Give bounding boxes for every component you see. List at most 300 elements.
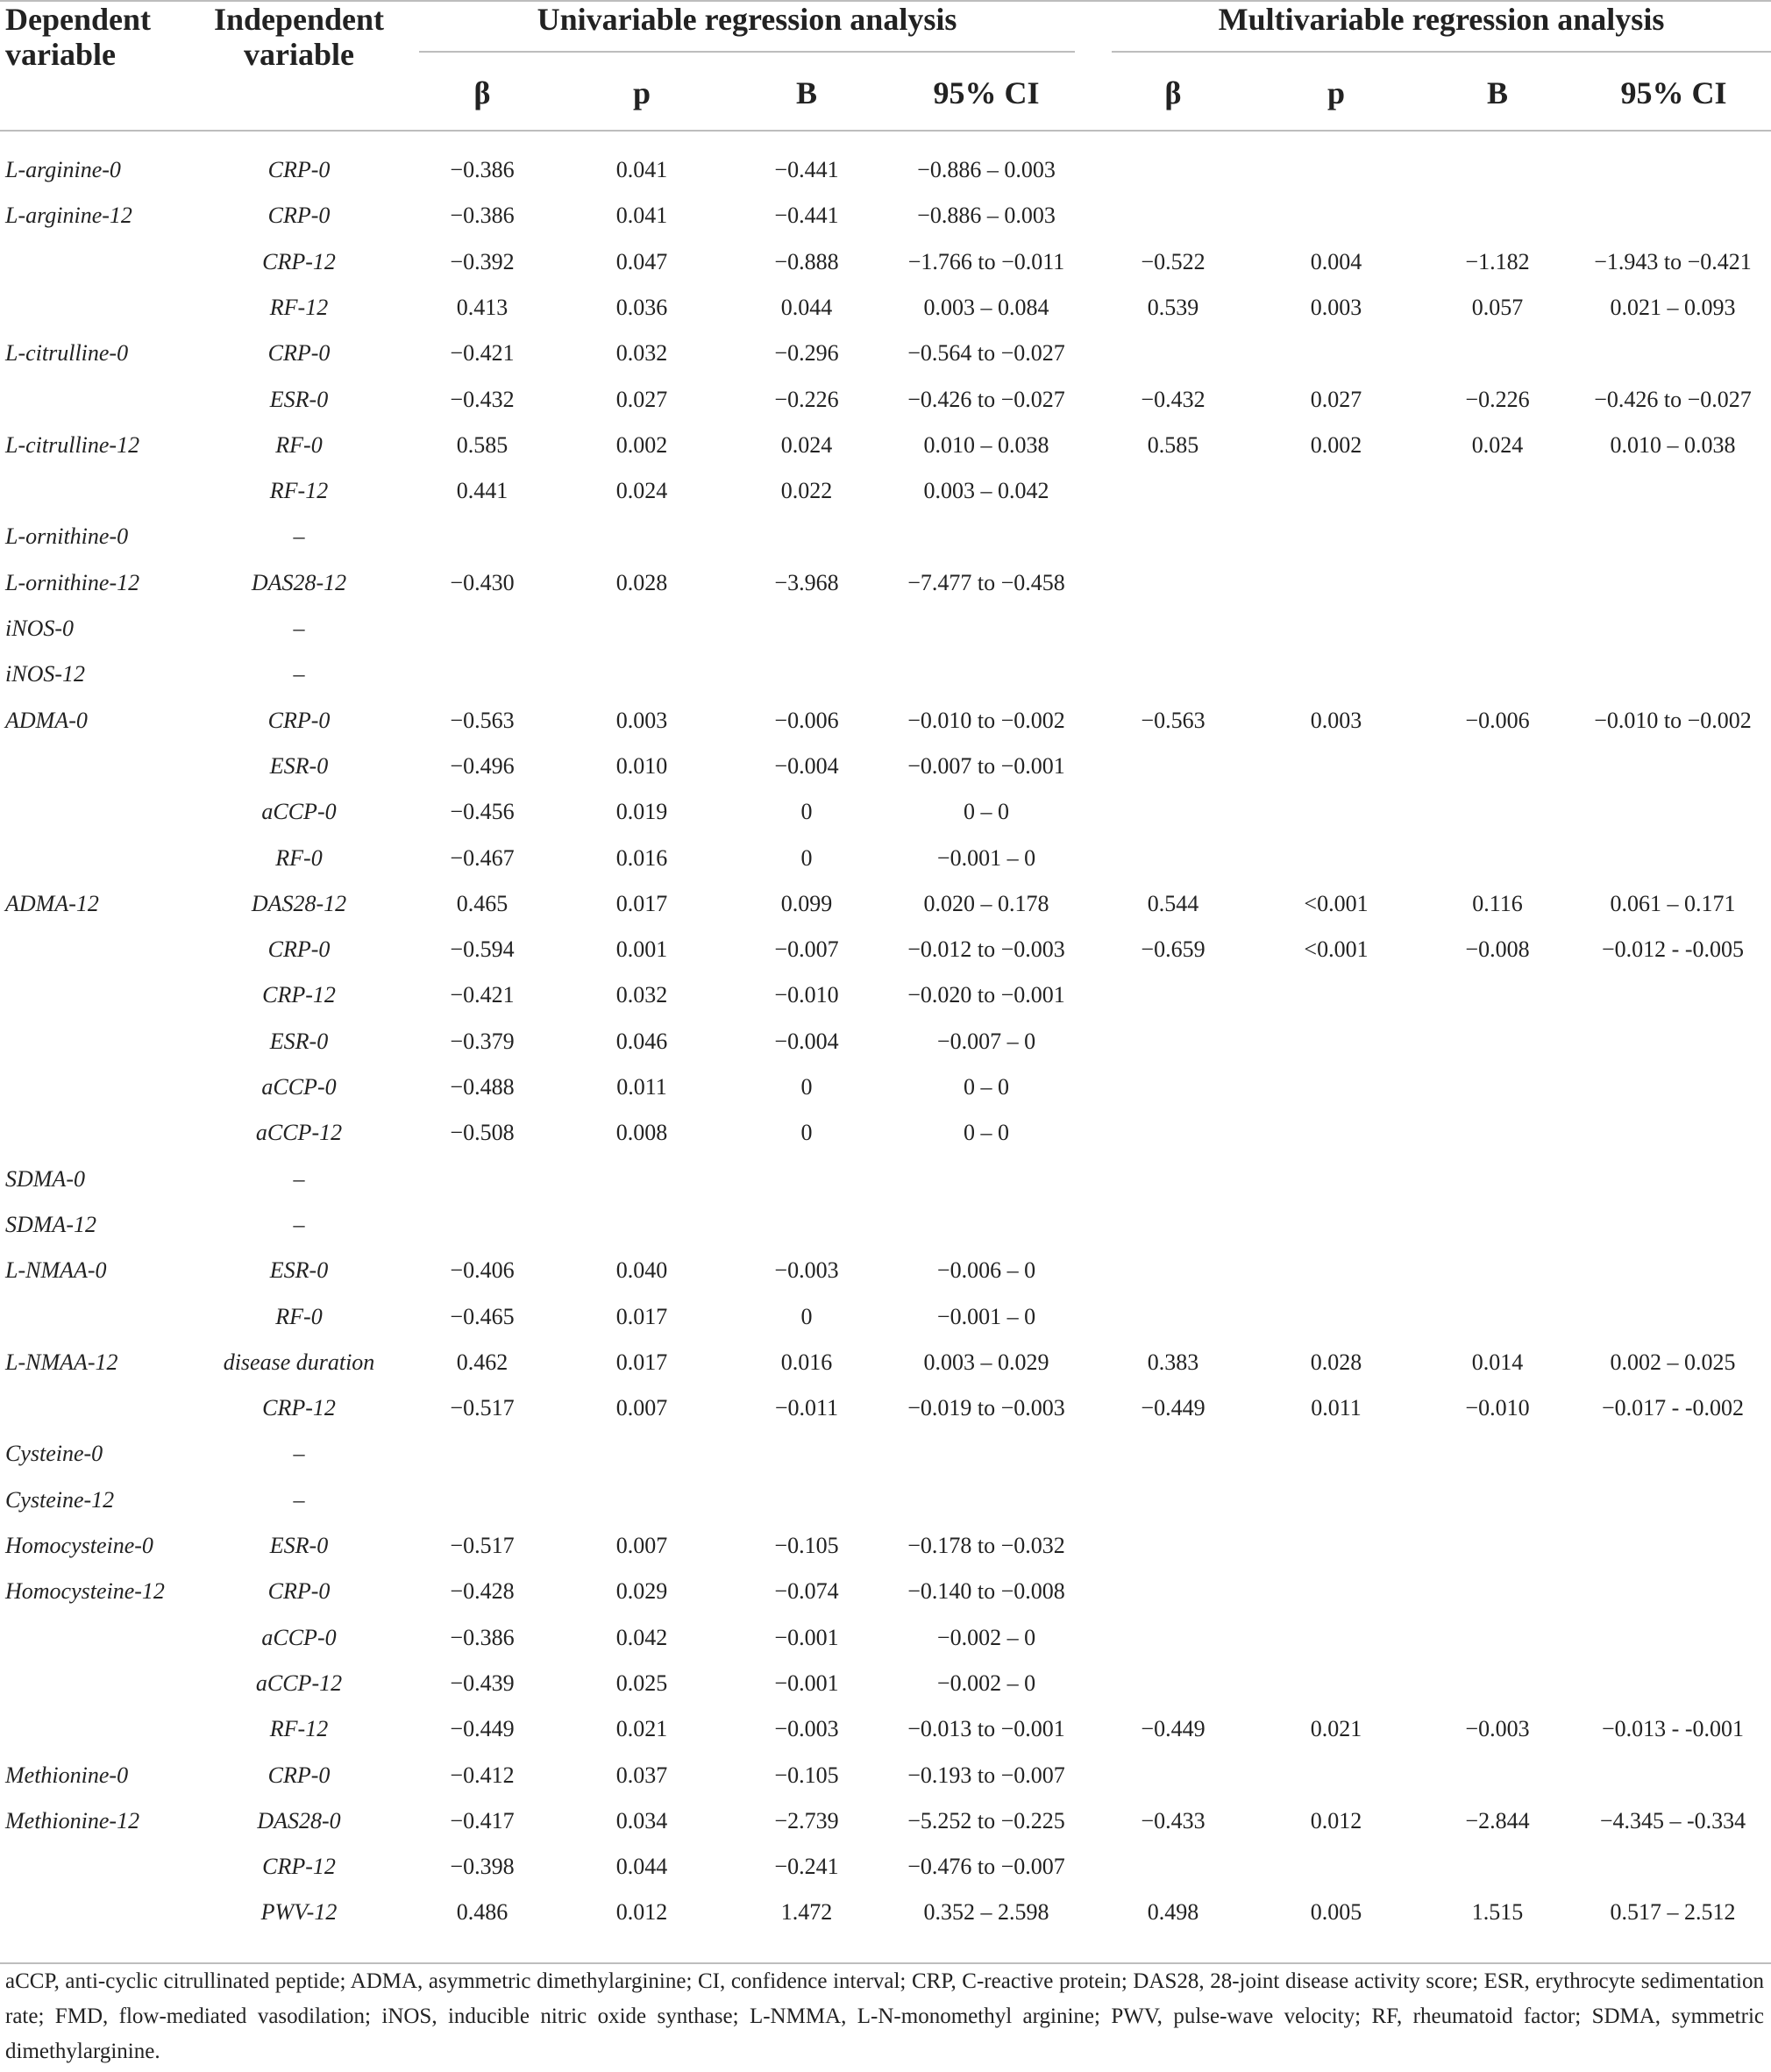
cell-beta-uni: −0.517	[450, 1533, 515, 1558]
cell-ci-uni: 0 – 0	[964, 799, 1009, 825]
cell-independent-variable: DAS28-12	[251, 890, 347, 916]
cell-b-uni: −3.968	[774, 569, 839, 595]
cell-p-multi: 0.021	[1310, 1716, 1362, 1742]
cell-p-uni: 0.011	[616, 1074, 667, 1100]
table-row	[0, 239, 1771, 285]
cell-p-uni: 0.028	[615, 569, 668, 595]
cell-b-multi: 0.014	[1471, 1349, 1524, 1375]
cell-p-uni: 0.017	[615, 890, 668, 916]
cell-beta-uni: −0.386	[450, 1624, 515, 1650]
cell-b-uni	[736, 1157, 877, 1202]
table-row	[0, 514, 1771, 559]
cell-b-uni	[736, 514, 877, 559]
cell-ci-uni: −0.178 to −0.032	[907, 1533, 1065, 1558]
cell-p-uni: 0.003	[615, 707, 668, 733]
cell-ci-uni: −0.002 – 0	[936, 1670, 1036, 1696]
cell-beta-multi	[1103, 606, 1243, 652]
cell-independent-variable: –	[293, 1165, 305, 1192]
cell-ci-uni	[886, 514, 1087, 559]
cell-independent-variable: CRP-0	[267, 203, 331, 229]
cell-ci-multi: −0.017 - -0.002	[1602, 1395, 1744, 1421]
col-header-p-uni: p	[632, 75, 651, 110]
cell-b-multi: −0.008	[1465, 936, 1530, 963]
cell-ci-multi	[1569, 1431, 1771, 1477]
cell-beta-multi	[1103, 1157, 1243, 1202]
cell-b-uni: 0.024	[780, 431, 833, 458]
cell-b-multi	[1427, 1615, 1568, 1661]
cell-b-uni	[736, 1202, 877, 1248]
cell-dependent-variable: SDMA-12	[5, 1211, 96, 1237]
cell-ci-multi	[1569, 1753, 1771, 1798]
cell-ci-uni: −0.019 to −0.003	[907, 1395, 1065, 1421]
cell-p-multi	[1266, 560, 1406, 606]
cell-ci-multi: 0.010 – 0.038	[1610, 431, 1736, 458]
table-row	[0, 1019, 1771, 1064]
cell-ci-multi	[1569, 1157, 1771, 1202]
cell-beta-multi	[1103, 1661, 1243, 1706]
table-row	[0, 652, 1771, 697]
cell-b-multi: 0.024	[1471, 431, 1524, 458]
cell-beta-uni: 0.413	[456, 294, 509, 320]
cell-ci-uni: 0.003 – 0.084	[923, 294, 1049, 320]
table-row	[0, 1431, 1771, 1477]
cell-independent-variable: ESR-0	[269, 1533, 329, 1558]
cell-p-multi	[1266, 1157, 1406, 1202]
col-header-b-uni: B	[795, 75, 817, 110]
cell-b-uni: −0.001	[774, 1670, 839, 1696]
col-header-ci-uni: 95% CI	[933, 75, 1040, 110]
cell-ci-uni: 0.003 – 0.042	[923, 478, 1049, 504]
cell-ci-multi	[1569, 1064, 1771, 1110]
cell-beta-multi	[1103, 1294, 1243, 1340]
cell-b-uni: −0.226	[774, 386, 839, 412]
cell-p-uni: 0.032	[615, 982, 668, 1008]
cell-b-multi	[1427, 1248, 1568, 1293]
cell-beta-multi	[1103, 1477, 1243, 1523]
cell-ci-uni: −0.013 to −0.001	[907, 1716, 1065, 1742]
table-row	[0, 147, 1771, 193]
cell-p-multi	[1266, 606, 1406, 652]
cell-b-multi	[1427, 1202, 1568, 1248]
table-row	[0, 1615, 1771, 1661]
cell-independent-variable: ESR-0	[269, 1257, 329, 1284]
cell-p-uni	[572, 1157, 712, 1202]
cell-beta-multi: −0.433	[1141, 1807, 1206, 1833]
cell-p-uni	[572, 1202, 712, 1248]
cell-b-uni: 0	[800, 844, 813, 871]
cell-independent-variable: CRP-0	[267, 340, 331, 367]
cell-ci-multi	[1569, 789, 1771, 835]
table-row	[0, 1110, 1771, 1156]
cell-beta-multi: 0.544	[1147, 890, 1199, 916]
cell-ci-uni: −0.020 to −0.001	[907, 982, 1065, 1008]
table-footnote: aCCP, anti-cyclic citrullinated peptide; ADMA, asymmetric dimethylarginine; CI, confidence interval; CRP, C-reactive protein; DAS28, 28-joint disease activity score; ESR, erythrocyte sedimentation rate; FMD, flow-mediated vasodilation; iNOS, inducible nitric oxide synthase; L-NMMA, L-N-monomethyl arginine; PWV, pulse-wave velocity; RF, rheumatoid factor; SDMA, symmetric dimethylarginine.	[5, 1969, 1764, 2063]
cell-b-uni: −0.296	[774, 340, 839, 367]
cell-b-multi: 1.515	[1471, 1899, 1524, 1926]
cell-p-multi	[1266, 1110, 1406, 1156]
cell-ci-multi	[1569, 1019, 1771, 1064]
cell-p-multi	[1266, 1844, 1406, 1890]
cell-ci-multi: 0.021 – 0.093	[1610, 294, 1736, 320]
cell-independent-variable: RF-0	[275, 1303, 323, 1329]
cell-b-uni: −0.010	[774, 982, 839, 1008]
cell-b-uni: −0.004	[774, 1028, 839, 1054]
cell-b-uni: 0	[800, 799, 813, 825]
table-row	[0, 836, 1771, 881]
cell-beta-uni	[412, 652, 552, 697]
cell-beta-uni: −0.563	[450, 707, 515, 733]
cell-ci-multi	[1569, 193, 1771, 239]
cell-beta-uni: 0.486	[456, 1899, 509, 1926]
cell-ci-multi	[1569, 1615, 1771, 1661]
cell-p-multi	[1266, 1615, 1406, 1661]
cell-beta-uni: −0.417	[450, 1807, 515, 1833]
cell-dependent-variable: L-ornithine-12	[5, 569, 140, 595]
cell-independent-variable: ESR-0	[269, 752, 329, 779]
cell-independent-variable: RF-0	[275, 431, 323, 458]
cell-p-multi	[1266, 1431, 1406, 1477]
cell-p-multi	[1266, 1477, 1406, 1523]
cell-dependent-variable: L-arginine-0	[5, 157, 121, 182]
table-row	[0, 1890, 1771, 1935]
table-row	[0, 1157, 1771, 1202]
cell-b-multi	[1427, 1110, 1568, 1156]
cell-beta-multi	[1103, 1248, 1243, 1293]
cell-p-uni	[572, 1477, 712, 1523]
cell-b-multi	[1427, 1844, 1568, 1890]
cell-p-multi: <0.001	[1304, 890, 1369, 916]
cell-beta-uni	[412, 1431, 552, 1477]
cell-ci-uni	[886, 1431, 1087, 1477]
cell-ci-multi: −4.345 – -0.334	[1599, 1807, 1746, 1833]
cell-p-uni	[572, 606, 712, 652]
cell-b-uni: 0	[800, 1120, 813, 1146]
cell-beta-multi	[1103, 193, 1243, 239]
cell-ci-multi: −0.013 - -0.001	[1602, 1716, 1744, 1742]
cell-independent-variable: –	[293, 1441, 305, 1467]
cell-b-multi: −0.226	[1465, 386, 1530, 412]
col-header-b-multi: B	[1486, 75, 1508, 110]
cell-b-multi: −0.003	[1465, 1716, 1530, 1742]
cell-ci-uni	[886, 606, 1087, 652]
table-row	[0, 1202, 1771, 1248]
header-independent-variable: Independent variable	[213, 2, 385, 72]
cell-beta-multi	[1103, 560, 1243, 606]
cell-beta-multi: −0.659	[1141, 936, 1206, 963]
cell-p-multi: 0.027	[1310, 386, 1362, 412]
cell-ci-uni: −0.007 – 0	[936, 1028, 1036, 1054]
cell-ci-uni: −0.007 to −0.001	[907, 752, 1065, 779]
cell-p-uni: 0.012	[615, 1899, 668, 1926]
cell-beta-uni: −0.449	[450, 1716, 515, 1742]
cell-ci-multi	[1569, 1294, 1771, 1340]
cell-p-uni: 0.040	[615, 1257, 668, 1284]
cell-dependent-variable: L-citrulline-12	[5, 431, 140, 458]
cell-ci-uni: −1.766 to −0.011	[907, 248, 1065, 274]
cell-beta-multi	[1103, 1110, 1243, 1156]
cell-ci-uni: −0.001 – 0	[936, 1303, 1036, 1329]
cell-beta-uni: 0.441	[456, 478, 509, 504]
cell-p-uni: 0.029	[615, 1578, 668, 1605]
cell-b-uni: 1.472	[780, 1899, 833, 1926]
cell-ci-uni: −0.001 – 0	[936, 844, 1036, 871]
cell-independent-variable: aCCP-0	[261, 799, 337, 825]
cell-b-multi	[1427, 1431, 1568, 1477]
table-row	[0, 1569, 1771, 1614]
cell-beta-uni: −0.439	[450, 1670, 515, 1696]
cell-independent-variable: RF-12	[269, 1716, 329, 1742]
cell-independent-variable: ESR-0	[269, 1028, 329, 1054]
cell-b-uni	[736, 1431, 877, 1477]
cell-beta-uni: −0.406	[450, 1257, 515, 1284]
cell-b-multi	[1427, 972, 1568, 1018]
table-row	[0, 468, 1771, 514]
table-row	[0, 1385, 1771, 1431]
cell-independent-variable: –	[293, 616, 305, 641]
cell-beta-uni: −0.508	[450, 1120, 515, 1146]
cell-p-uni: 0.047	[615, 248, 668, 274]
cell-beta-uni	[412, 1157, 552, 1202]
table-row	[0, 1477, 1771, 1523]
cell-b-multi	[1427, 1569, 1568, 1614]
cell-ci-uni: −0.012 to −0.003	[907, 936, 1065, 963]
cell-ci-multi	[1569, 836, 1771, 881]
cell-b-multi	[1427, 1294, 1568, 1340]
cell-beta-multi: −0.449	[1141, 1716, 1206, 1742]
cell-ci-uni: −0.564 to −0.027	[907, 340, 1065, 367]
cell-b-uni: −0.241	[774, 1854, 839, 1880]
cell-beta-uni: −0.421	[450, 340, 515, 367]
header-bottom-rule	[0, 130, 1771, 132]
cell-p-multi: 0.011	[1311, 1395, 1362, 1421]
cell-beta-multi: −0.563	[1141, 707, 1206, 733]
cell-ci-multi	[1569, 972, 1771, 1018]
cell-b-multi	[1427, 147, 1568, 193]
table-row	[0, 972, 1771, 1018]
cell-beta-multi	[1103, 468, 1243, 514]
cell-ci-uni: −0.476 to −0.007	[907, 1854, 1065, 1880]
cell-ci-multi: 0.002 – 0.025	[1610, 1349, 1736, 1375]
cell-b-multi: 0.057	[1471, 294, 1524, 320]
cell-beta-multi	[1103, 331, 1243, 376]
cell-b-multi	[1427, 1064, 1568, 1110]
cell-p-uni: 0.027	[615, 386, 668, 412]
cell-independent-variable: CRP-0	[267, 1578, 331, 1605]
cell-b-multi	[1427, 514, 1568, 559]
cell-b-uni	[736, 1477, 877, 1523]
cell-ci-multi	[1569, 147, 1771, 193]
cell-p-multi	[1266, 1064, 1406, 1110]
cell-dependent-variable: L-NMAA-0	[5, 1257, 107, 1284]
cell-dependent-variable: Methionine-0	[5, 1762, 129, 1788]
cell-independent-variable: –	[293, 1486, 305, 1513]
cell-dependent-variable: L-NMAA-12	[5, 1349, 118, 1375]
cell-p-uni: 0.025	[615, 1670, 668, 1696]
table-row	[0, 606, 1771, 652]
cell-p-uni	[572, 1431, 712, 1477]
cell-p-multi	[1266, 147, 1406, 193]
cell-b-uni: 0.044	[780, 294, 833, 320]
cell-ci-multi: −0.426 to −0.027	[1594, 386, 1752, 412]
cell-beta-multi: 0.539	[1147, 294, 1199, 320]
cell-p-multi: 0.003	[1310, 707, 1362, 733]
cell-beta-uni: −0.517	[450, 1395, 515, 1421]
cell-beta-uni: −0.488	[450, 1074, 515, 1100]
cell-independent-variable: CRP-12	[262, 248, 336, 274]
cell-beta-uni: −0.467	[450, 844, 515, 871]
cell-ci-uni: 0.020 – 0.178	[923, 890, 1049, 916]
cell-b-uni: 0.016	[780, 1349, 833, 1375]
cell-beta-uni	[412, 1477, 552, 1523]
cell-ci-uni: −0.193 to −0.007	[907, 1762, 1065, 1788]
cell-p-uni: 0.001	[615, 936, 668, 963]
cell-beta-uni: −0.386	[450, 203, 515, 229]
cell-dependent-variable: Homocysteine-0	[5, 1533, 153, 1558]
cell-b-uni: 0	[800, 1303, 813, 1329]
cell-p-multi: 0.028	[1310, 1349, 1362, 1375]
cell-b-multi	[1427, 560, 1568, 606]
cell-p-multi	[1266, 193, 1406, 239]
cell-ci-multi	[1569, 744, 1771, 789]
cell-beta-uni: −0.430	[450, 569, 515, 595]
cell-beta-uni: −0.379	[450, 1028, 515, 1054]
cell-beta-uni	[412, 606, 552, 652]
cell-b-uni: −0.011	[774, 1395, 839, 1421]
cell-beta-multi	[1103, 1064, 1243, 1110]
cell-beta-uni: −0.386	[450, 157, 515, 182]
cell-ci-uni	[886, 1157, 1087, 1202]
cell-beta-uni: −0.412	[450, 1762, 515, 1788]
cell-ci-multi	[1569, 514, 1771, 559]
cell-beta-multi	[1103, 836, 1243, 881]
cell-beta-multi	[1103, 789, 1243, 835]
cell-beta-multi: 0.498	[1147, 1899, 1199, 1926]
cell-ci-uni: 0 – 0	[964, 1074, 1009, 1100]
cell-b-multi	[1427, 193, 1568, 239]
cell-beta-uni: −0.456	[450, 799, 515, 825]
cell-beta-multi	[1103, 1615, 1243, 1661]
cell-dependent-variable: iNOS-12	[5, 661, 85, 687]
table-row	[0, 744, 1771, 789]
header-univariable: Univariable regression analysis	[537, 2, 957, 37]
cell-ci-multi	[1569, 1248, 1771, 1293]
col-header-beta-multi: β	[1164, 75, 1182, 110]
cell-b-multi: 0.116	[1472, 890, 1523, 916]
cell-b-multi	[1427, 836, 1568, 881]
cell-ci-multi	[1569, 468, 1771, 514]
cell-dependent-variable: SDMA-0	[5, 1165, 85, 1192]
cell-ci-uni	[886, 652, 1087, 697]
cell-p-multi: 0.003	[1310, 294, 1362, 320]
cell-independent-variable: RF-12	[269, 478, 329, 504]
cell-p-multi	[1266, 468, 1406, 514]
cell-b-multi	[1427, 1753, 1568, 1798]
cell-ci-uni: −0.006 – 0	[936, 1257, 1036, 1284]
cell-ci-uni: −0.886 – 0.003	[917, 203, 1056, 229]
cell-beta-multi: 0.585	[1147, 431, 1199, 458]
table-row	[0, 193, 1771, 239]
cell-beta-multi	[1103, 744, 1243, 789]
cell-ci-uni: −7.477 to −0.458	[907, 569, 1065, 595]
cell-b-uni	[736, 652, 877, 697]
cell-ci-uni: −5.252 to −0.225	[907, 1807, 1065, 1833]
univariable-span-rule	[419, 51, 1075, 53]
cell-beta-multi	[1103, 1431, 1243, 1477]
cell-p-multi: 0.002	[1310, 431, 1362, 458]
cell-independent-variable: aCCP-0	[261, 1074, 337, 1100]
cell-b-multi	[1427, 1477, 1568, 1523]
cell-p-multi	[1266, 514, 1406, 559]
cell-beta-multi	[1103, 1753, 1243, 1798]
cell-independent-variable: CRP-12	[262, 982, 336, 1008]
table-row	[0, 1340, 1771, 1385]
cell-p-multi	[1266, 331, 1406, 376]
cell-ci-multi	[1569, 1110, 1771, 1156]
cell-independent-variable: –	[293, 523, 305, 550]
cell-ci-uni	[886, 1202, 1087, 1248]
cell-p-multi	[1266, 1753, 1406, 1798]
cell-beta-multi	[1103, 1569, 1243, 1614]
cell-p-multi	[1266, 744, 1406, 789]
cell-p-uni: 0.008	[615, 1120, 668, 1146]
table-row	[0, 560, 1771, 606]
cell-beta-multi: −0.449	[1141, 1395, 1206, 1421]
table-row	[0, 423, 1771, 468]
cell-b-uni: −0.105	[774, 1533, 839, 1558]
header-multivariable: Multivariable regression analysis	[1218, 2, 1665, 37]
cell-ci-multi	[1569, 1844, 1771, 1890]
cell-beta-uni: −0.398	[450, 1854, 515, 1880]
cell-b-multi: −2.844	[1465, 1807, 1530, 1833]
cell-b-uni: −0.001	[774, 1624, 839, 1650]
cell-p-uni: 0.041	[615, 157, 668, 182]
cell-p-uni: 0.024	[615, 478, 668, 504]
cell-b-multi	[1427, 1661, 1568, 1706]
cell-p-multi	[1266, 1202, 1406, 1248]
cell-beta-multi	[1103, 1202, 1243, 1248]
cell-ci-uni: −0.426 to −0.027	[907, 386, 1065, 412]
cell-beta-uni	[412, 514, 552, 559]
cell-p-multi: 0.005	[1310, 1899, 1362, 1926]
table-row	[0, 1523, 1771, 1569]
cell-ci-uni: 0.010 – 0.038	[923, 431, 1049, 458]
cell-b-multi: −0.010	[1465, 1395, 1530, 1421]
cell-b-uni	[736, 606, 877, 652]
cell-dependent-variable: L-citrulline-0	[5, 340, 129, 367]
cell-p-multi	[1266, 836, 1406, 881]
cell-b-uni: −2.739	[774, 1807, 839, 1833]
table-row	[0, 881, 1771, 927]
cell-p-multi	[1266, 789, 1406, 835]
cell-beta-multi: −0.432	[1141, 386, 1206, 412]
cell-p-multi	[1266, 1294, 1406, 1340]
cell-ci-multi	[1569, 560, 1771, 606]
cell-p-multi	[1266, 1569, 1406, 1614]
cell-dependent-variable: Cysteine-0	[5, 1441, 103, 1467]
cell-ci-uni: 0 – 0	[964, 1120, 1009, 1146]
cell-p-uni: 0.044	[615, 1854, 668, 1880]
cell-dependent-variable: Methionine-12	[5, 1807, 140, 1833]
cell-ci-uni: −0.010 to −0.002	[907, 707, 1065, 733]
cell-beta-uni	[412, 1202, 552, 1248]
cell-p-uni: 0.036	[615, 294, 668, 320]
cell-b-multi	[1427, 1157, 1568, 1202]
cell-p-multi	[1266, 1523, 1406, 1569]
cell-dependent-variable: iNOS-0	[5, 616, 74, 641]
cell-independent-variable: aCCP-12	[255, 1670, 343, 1696]
cell-ci-multi: −0.012 - -0.005	[1602, 936, 1744, 963]
cell-ci-uni	[886, 1477, 1087, 1523]
